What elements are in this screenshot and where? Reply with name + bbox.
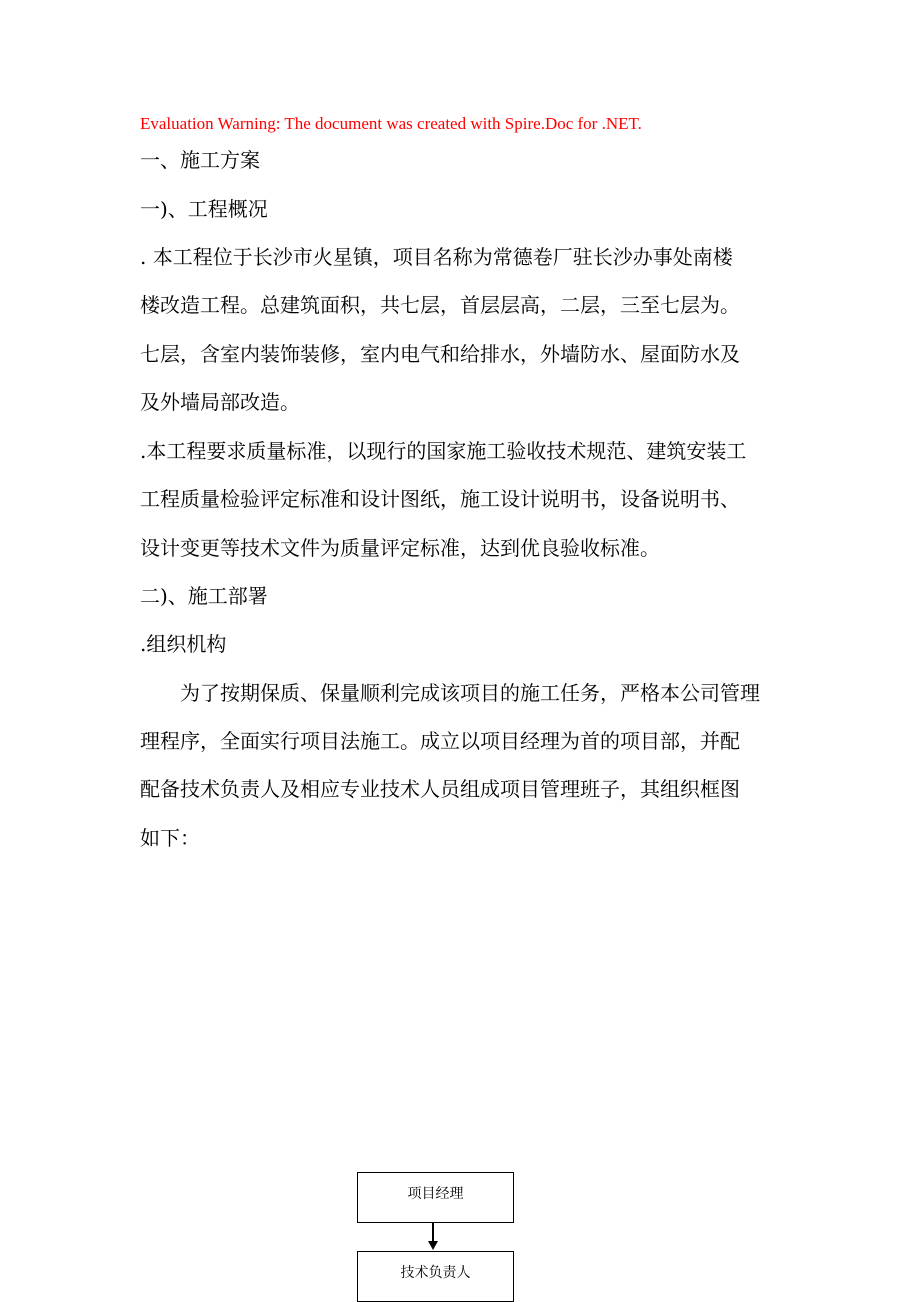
paragraph-line: 设计变更等技术文件为质量评定标准，达到优良验收标准。 [140, 536, 660, 560]
subsection-heading-deployment: 二)、施工部署 [140, 584, 268, 608]
paragraph-line: 七层，含室内装饰装修，室内电气和给排水，外墙防水、屋面防水及 [140, 342, 740, 366]
section-heading-construction-plan: 一、施工方案 [140, 148, 260, 172]
org-box-project-manager [357, 1172, 514, 1223]
paragraph-line: 及外墙局部改造。 [140, 390, 300, 414]
subsection-heading-project-overview: 一)、工程概况 [140, 197, 268, 221]
org-connector [432, 1223, 434, 1243]
paragraph-line: 理程序，全面实行项目法施工。成立以项目经理为首的项目部，并配 [140, 729, 740, 753]
paragraph-line: 为了按期保质、保量顺利完成该项目的施工任务，严格本公司管理 [180, 681, 760, 705]
paragraph-line: 如下： [140, 826, 200, 850]
org-box-label: 技术负责人 [400, 1265, 471, 1281]
item-heading-organization: .组织机构 [140, 632, 227, 656]
arrow-down-icon [428, 1241, 438, 1250]
org-box-label: 项目经理 [407, 1186, 464, 1202]
paragraph-line: .本工程要求质量标准，以现行的国家施工验收技术规范、建筑安装工 [140, 439, 747, 463]
paragraph-line: 工程质量检验评定标准和设计图纸，施工设计说明书，设备说明书、 [140, 487, 740, 511]
paragraph-line: 配备技术负责人及相应专业技术人员组成项目管理班子，其组织框图 [140, 777, 740, 801]
evaluation-warning: Evaluation Warning: The document was created with Spire.Doc for .NET. [140, 114, 642, 133]
paragraph-line: 楼改造工程。总建筑面积，共七层，首层层高，二层，三至七层为。 [140, 293, 740, 317]
org-box-technical-lead [357, 1251, 514, 1302]
paragraph-line: . 本工程位于长沙市火星镇，项目名称为常德卷厂驻长沙办事处南楼 [140, 245, 733, 269]
